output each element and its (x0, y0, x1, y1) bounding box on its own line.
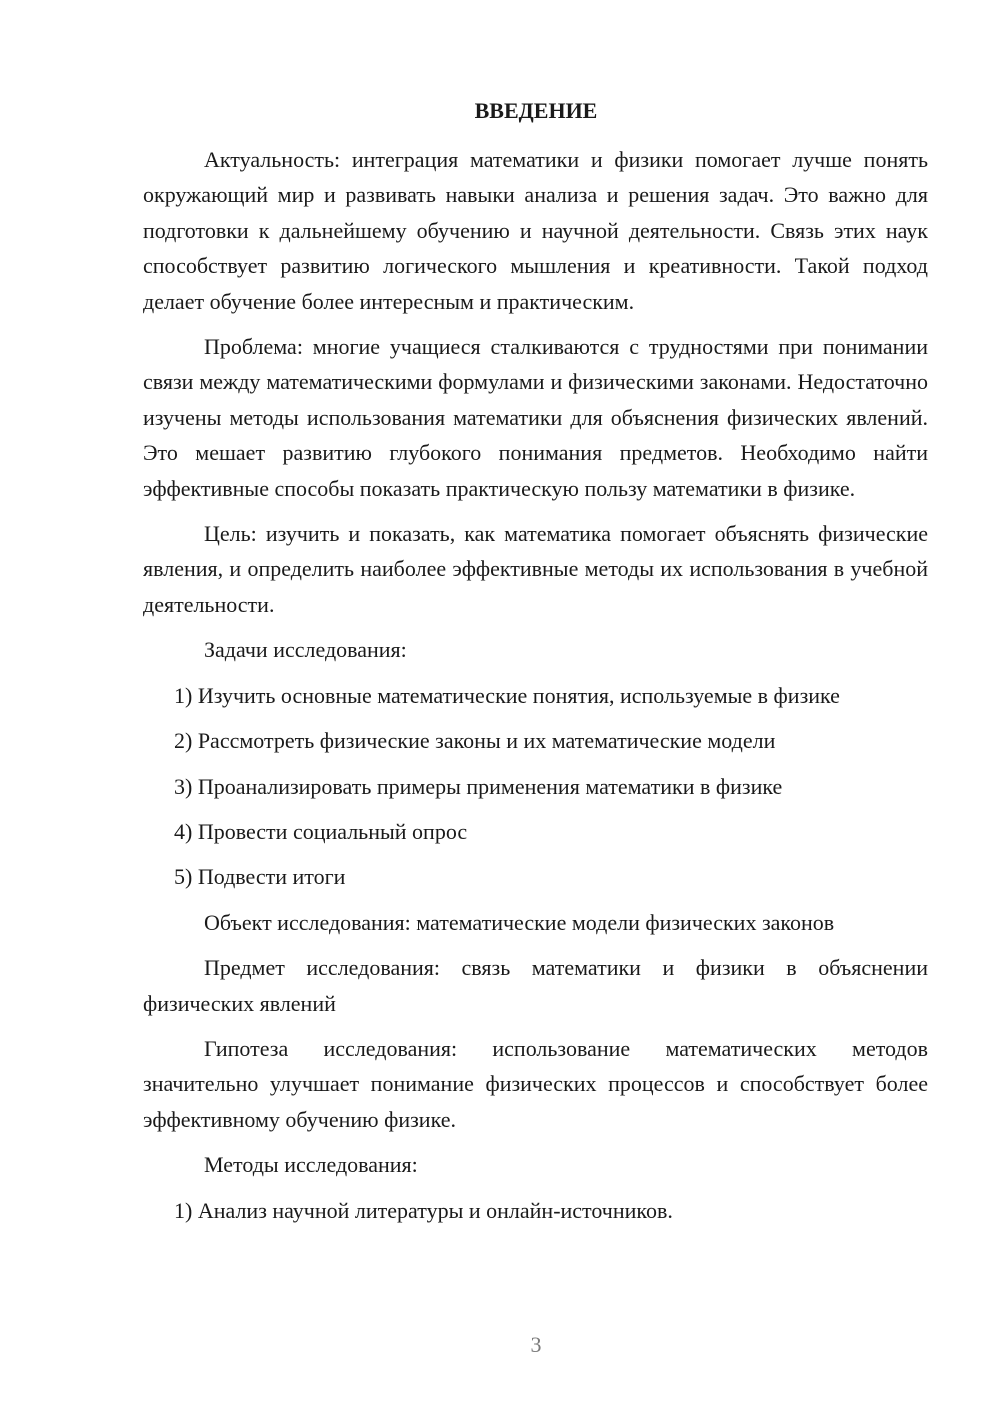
method-item: 1) Анализ научной литературы и онлайн-источников. (174, 1197, 673, 1223)
task-item: 4) Провести социальный опрос (174, 818, 468, 844)
subject-paragraph: Предмет исследования: связь математики и физики в объяснении физических явлений (143, 955, 928, 1016)
relevance-paragraph: Актуальность: интеграция математики и физики помогает лучше понять окружающий мир и развивать навыки анализа и решения задач. Это важно для подготовки к дальнейшему обучению и научной деятельности. Связь этих наук способствует развитию логического мышления и креативности. Такой подход делает обучение более интересным и практическим. (143, 147, 928, 314)
task-item: 5) Подвести итоги (174, 864, 346, 890)
task-item: 3) Проанализировать примеры применения математики в физике (174, 773, 783, 799)
document-body (143, 142, 928, 1238)
hypothesis-paragraph: Гипотеза исследования: использование математических методов значительно улучшает понимание физических процессов и способствует более эффективному обучению физике. (143, 1035, 928, 1132)
problem-paragraph: Проблема: многие учащиеся сталкиваются с трудностями при понимании связи между математическими формулами и физическими законами. Недостаточно изучены методы использования математики для объяснения физических явлений. Это мешает развитию глубокого понимания предметов. Необходимо найти эффективные способы показать практическую пользу математики в физике. (143, 334, 928, 501)
task-item: 1) Изучить основные математические понятия, используемые в физике (174, 682, 840, 708)
tasks-heading: Задачи исследования: (204, 637, 407, 663)
object-paragraph: Объект исследования: математические модели физических законов (204, 909, 835, 935)
page-number: 3 (530, 1332, 542, 1357)
goal-paragraph: Цель: изучить и показать, как математика помогает объяснять физические явления, и определить наиболее эффективные методы их использования в учебной деятельности. (143, 521, 928, 617)
methods-heading: Методы исследования: (204, 1152, 418, 1178)
task-item: 2) Рассмотреть физические законы и их математические модели (174, 728, 776, 754)
page-title: ВВЕДЕНИЕ (474, 98, 598, 123)
